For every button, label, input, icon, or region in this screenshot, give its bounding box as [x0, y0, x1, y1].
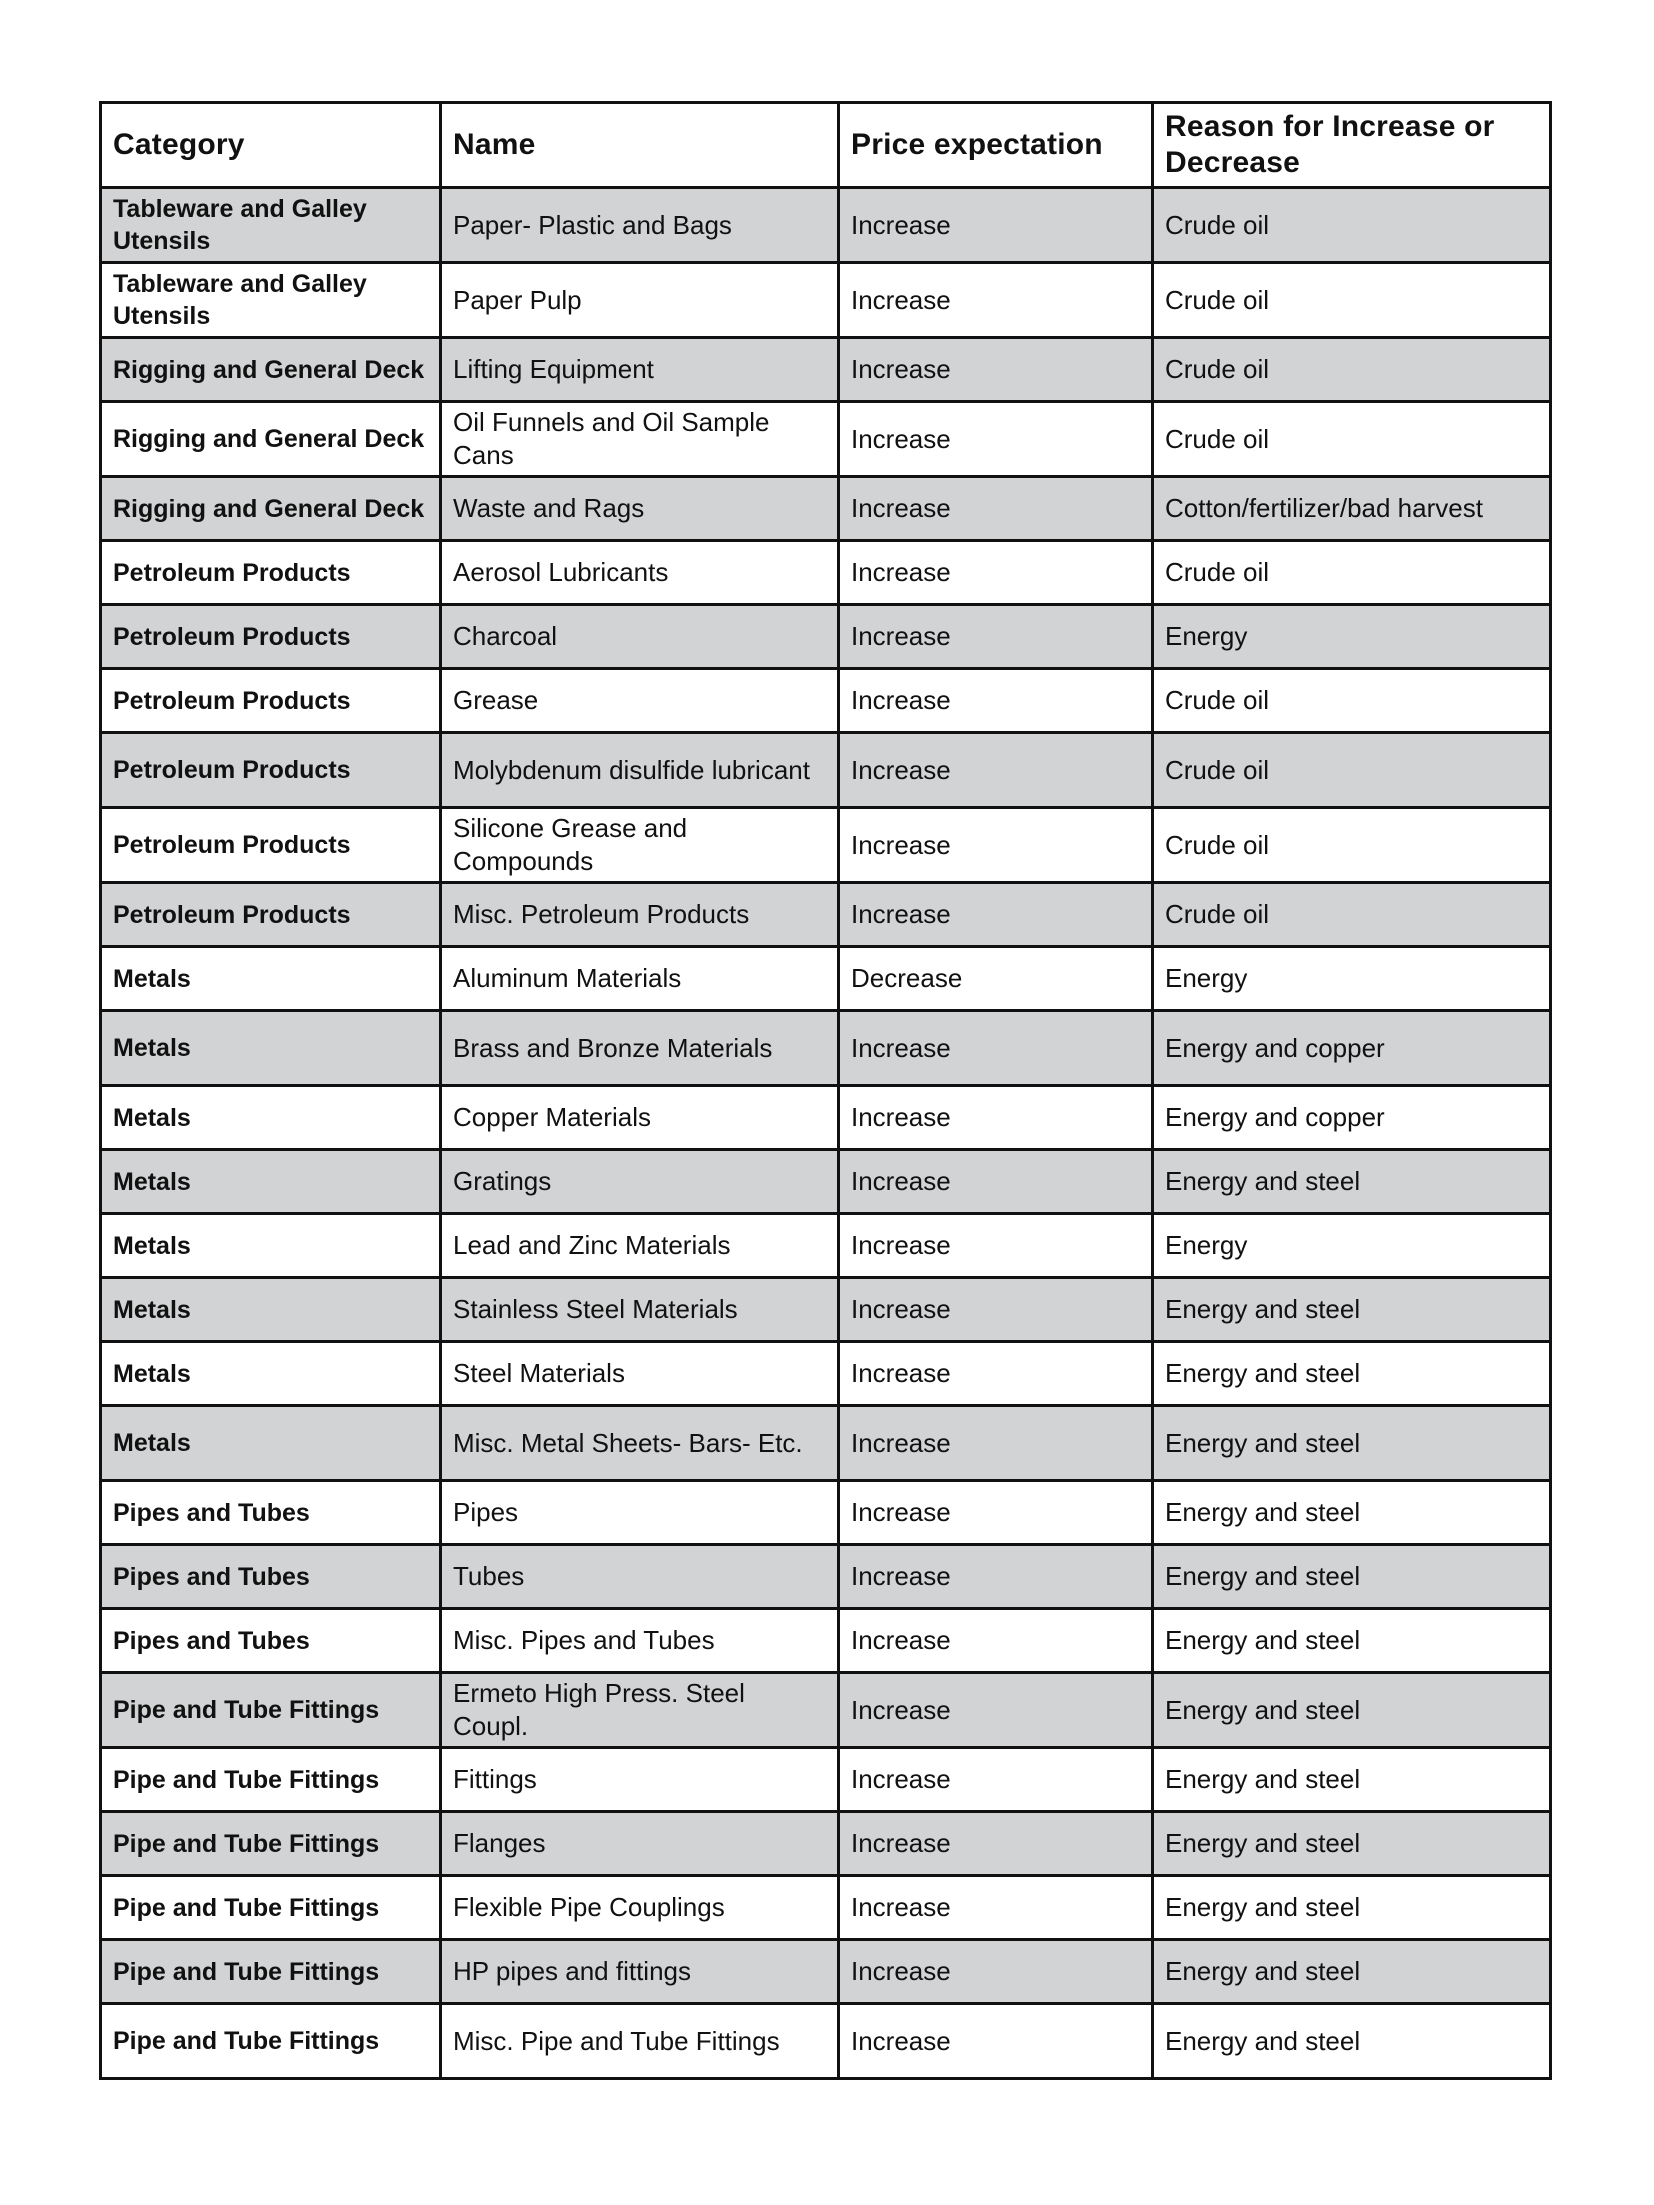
cell-name: Brass and Bronze Materials [441, 1011, 839, 1086]
cell-category: Metals [101, 1150, 441, 1214]
cell-price-expectation: Increase [839, 1214, 1153, 1278]
cell-price-expectation: Increase [839, 808, 1153, 883]
table-row [101, 1481, 1551, 1545]
table-row [101, 188, 1551, 263]
header-reason: Reason for Increase or Decrease [1153, 103, 1551, 188]
cell-reason: Crude oil [1153, 402, 1551, 477]
cell-price-expectation: Increase [839, 1940, 1153, 2004]
cell-category: Rigging and General Deck [101, 477, 441, 541]
cell-name: Molybdenum disulfide lubricant [441, 733, 839, 808]
cell-name: Charcoal [441, 605, 839, 669]
cell-category: Pipe and Tube Fittings [101, 1748, 441, 1812]
cell-reason: Energy and steel [1153, 1748, 1551, 1812]
header-price-expectation: Price expectation [839, 103, 1153, 188]
cell-reason: Energy and steel [1153, 1481, 1551, 1545]
cell-category: Petroleum Products [101, 733, 441, 808]
table-row [101, 669, 1551, 733]
cell-name: Misc. Pipe and Tube Fittings [441, 2004, 839, 2079]
table-row [101, 808, 1551, 883]
cell-price-expectation: Decrease [839, 947, 1153, 1011]
cell-price-expectation: Increase [839, 1609, 1153, 1673]
cell-name: Flanges [441, 1812, 839, 1876]
cell-name: Aerosol Lubricants [441, 541, 839, 605]
header-category: Category [101, 103, 441, 188]
table-row [101, 541, 1551, 605]
table-row [101, 402, 1551, 477]
cell-reason: Crude oil [1153, 808, 1551, 883]
cell-price-expectation: Increase [839, 1342, 1153, 1406]
table-body [101, 188, 1551, 2079]
cell-category: Metals [101, 1278, 441, 1342]
cell-price-expectation: Increase [839, 883, 1153, 947]
cell-name: Copper Materials [441, 1086, 839, 1150]
table-row [101, 1278, 1551, 1342]
table-row [101, 1150, 1551, 1214]
cell-name: Flexible Pipe Couplings [441, 1876, 839, 1940]
table-row [101, 1086, 1551, 1150]
cell-name: Misc. Petroleum Products [441, 883, 839, 947]
cell-category: Pipe and Tube Fittings [101, 1876, 441, 1940]
cell-reason: Energy and steel [1153, 1150, 1551, 1214]
cell-price-expectation: Increase [839, 669, 1153, 733]
cell-name: Lead and Zinc Materials [441, 1214, 839, 1278]
cell-name: Misc. Metal Sheets- Bars- Etc. [441, 1406, 839, 1481]
cell-category: Metals [101, 1086, 441, 1150]
cell-category: Rigging and General Deck [101, 402, 441, 477]
cell-category: Pipe and Tube Fittings [101, 2004, 441, 2079]
table-row [101, 1812, 1551, 1876]
cell-name: Silicone Grease and Compounds [441, 808, 839, 883]
cell-price-expectation: Increase [839, 1278, 1153, 1342]
cell-reason: Energy and steel [1153, 1406, 1551, 1481]
cell-reason: Energy and copper [1153, 1086, 1551, 1150]
cell-category: Pipes and Tubes [101, 1609, 441, 1673]
cell-category: Tableware and Galley Utensils [101, 188, 441, 263]
cell-price-expectation: Increase [839, 1086, 1153, 1150]
table-row [101, 1406, 1551, 1481]
cell-name: Ermeto High Press. Steel Coupl. [441, 1673, 839, 1748]
table-row [101, 947, 1551, 1011]
cell-category: Metals [101, 1011, 441, 1086]
cell-price-expectation: Increase [839, 1406, 1153, 1481]
cell-category: Metals [101, 1406, 441, 1481]
cell-price-expectation: Increase [839, 1011, 1153, 1086]
cell-name: Steel Materials [441, 1342, 839, 1406]
table-row [101, 1214, 1551, 1278]
cell-category: Petroleum Products [101, 883, 441, 947]
cell-name: Oil Funnels and Oil Sample Cans [441, 402, 839, 477]
cell-name: Stainless Steel Materials [441, 1278, 839, 1342]
cell-name: Paper Pulp [441, 263, 839, 338]
cell-name: Fittings [441, 1748, 839, 1812]
cell-reason: Crude oil [1153, 883, 1551, 947]
cell-category: Pipe and Tube Fittings [101, 1812, 441, 1876]
cell-price-expectation: Increase [839, 1545, 1153, 1609]
cell-reason: Crude oil [1153, 263, 1551, 338]
cell-price-expectation: Increase [839, 1812, 1153, 1876]
table-row [101, 2004, 1551, 2079]
cell-price-expectation: Increase [839, 1673, 1153, 1748]
cell-name: Misc. Pipes and Tubes [441, 1609, 839, 1673]
cell-category: Pipes and Tubes [101, 1545, 441, 1609]
cell-reason: Cotton/fertilizer/bad harvest [1153, 477, 1551, 541]
cell-reason: Energy and steel [1153, 1876, 1551, 1940]
cell-category: Petroleum Products [101, 808, 441, 883]
cell-price-expectation: Increase [839, 263, 1153, 338]
table-row [101, 1609, 1551, 1673]
cell-name: Lifting Equipment [441, 338, 839, 402]
cell-name: Paper- Plastic and Bags [441, 188, 839, 263]
cell-reason: Energy and steel [1153, 2004, 1551, 2079]
table-row [101, 1545, 1551, 1609]
cell-name: Waste and Rags [441, 477, 839, 541]
header-name: Name [441, 103, 839, 188]
cell-price-expectation: Increase [839, 541, 1153, 605]
cell-category: Metals [101, 1342, 441, 1406]
cell-category: Metals [101, 947, 441, 1011]
cell-reason: Energy and steel [1153, 1940, 1551, 2004]
cell-price-expectation: Increase [839, 402, 1153, 477]
cell-price-expectation: Increase [839, 1748, 1153, 1812]
table-header-row [101, 103, 1551, 188]
cell-reason: Energy and steel [1153, 1609, 1551, 1673]
cell-reason: Crude oil [1153, 188, 1551, 263]
cell-reason: Crude oil [1153, 669, 1551, 733]
cell-category: Petroleum Products [101, 669, 441, 733]
cell-reason: Energy and steel [1153, 1673, 1551, 1748]
table-row [101, 1342, 1551, 1406]
price-expectation-table [99, 101, 1552, 2080]
cell-reason: Crude oil [1153, 541, 1551, 605]
cell-reason: Crude oil [1153, 733, 1551, 808]
table-row [101, 883, 1551, 947]
cell-price-expectation: Increase [839, 477, 1153, 541]
cell-reason: Energy and steel [1153, 1545, 1551, 1609]
cell-name: Grease [441, 669, 839, 733]
cell-category: Pipe and Tube Fittings [101, 1673, 441, 1748]
cell-name: Pipes [441, 1481, 839, 1545]
cell-category: Tableware and Galley Utensils [101, 263, 441, 338]
cell-category: Petroleum Products [101, 541, 441, 605]
cell-name: HP pipes and fittings [441, 1940, 839, 2004]
cell-reason: Energy and steel [1153, 1342, 1551, 1406]
cell-category: Rigging and General Deck [101, 338, 441, 402]
cell-reason: Energy and steel [1153, 1278, 1551, 1342]
table-row [101, 733, 1551, 808]
table-row [101, 1940, 1551, 2004]
cell-price-expectation: Increase [839, 338, 1153, 402]
cell-reason: Energy [1153, 605, 1551, 669]
table-row [101, 263, 1551, 338]
table-row [101, 1011, 1551, 1086]
cell-price-expectation: Increase [839, 1150, 1153, 1214]
cell-name: Tubes [441, 1545, 839, 1609]
cell-reason: Crude oil [1153, 338, 1551, 402]
cell-category: Metals [101, 1214, 441, 1278]
cell-category: Pipes and Tubes [101, 1481, 441, 1545]
cell-reason: Energy [1153, 1214, 1551, 1278]
table-row [101, 338, 1551, 402]
cell-category: Petroleum Products [101, 605, 441, 669]
table-row [101, 1876, 1551, 1940]
cell-name: Gratings [441, 1150, 839, 1214]
cell-reason: Energy and steel [1153, 1812, 1551, 1876]
cell-reason: Energy [1153, 947, 1551, 1011]
cell-name: Aluminum Materials [441, 947, 839, 1011]
cell-reason: Energy and copper [1153, 1011, 1551, 1086]
cell-price-expectation: Increase [839, 1876, 1153, 1940]
table-row [101, 1748, 1551, 1812]
table-row [101, 477, 1551, 541]
table-row [101, 1673, 1551, 1748]
table-row [101, 605, 1551, 669]
cell-price-expectation: Increase [839, 2004, 1153, 2079]
cell-price-expectation: Increase [839, 605, 1153, 669]
cell-price-expectation: Increase [839, 1481, 1153, 1545]
cell-price-expectation: Increase [839, 188, 1153, 263]
cell-category: Pipe and Tube Fittings [101, 1940, 441, 2004]
cell-price-expectation: Increase [839, 733, 1153, 808]
